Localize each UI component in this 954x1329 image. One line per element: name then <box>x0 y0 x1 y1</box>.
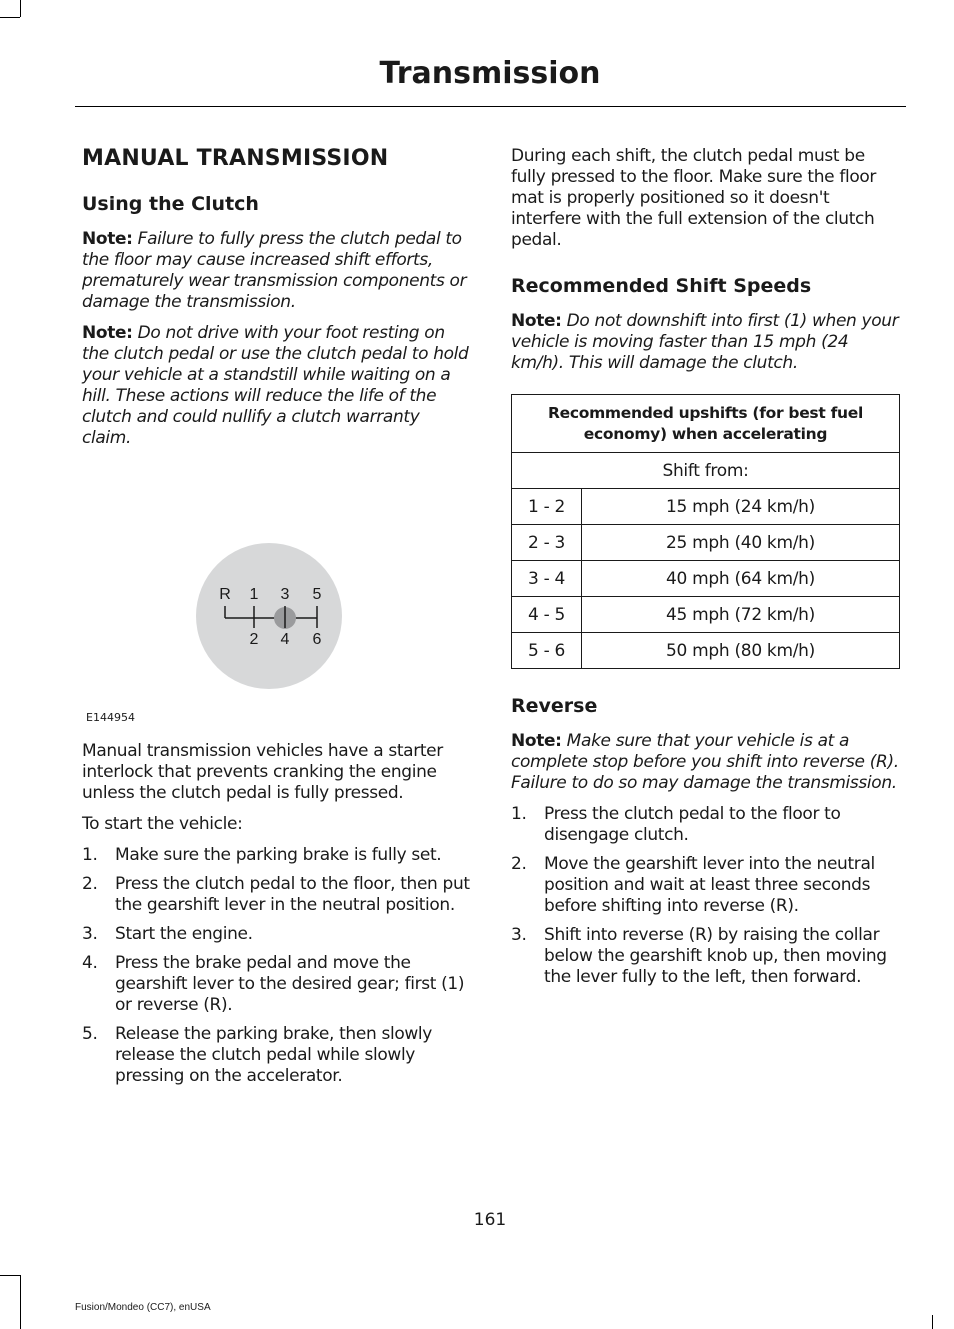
note-paragraph <box>511 311 903 374</box>
table-cell-range: 3 - 4 <box>512 561 582 597</box>
table-cell-range: 1 - 2 <box>512 489 582 525</box>
list-text: Move the gearshift lever into the neutral position and wait at least three seconds before shifting into reverse (R). <box>544 854 875 916</box>
section-title: MANUAL TRANSMISSION <box>82 146 389 171</box>
list-number: 1. <box>511 804 527 824</box>
note-paragraph <box>82 229 472 313</box>
table-row <box>512 489 900 525</box>
table-cell-speed: 15 mph (24 km/h) <box>582 489 900 525</box>
note-label: Note: <box>82 229 133 249</box>
note-label: Note: <box>511 311 562 331</box>
header-divider <box>75 106 906 107</box>
list-text: Start the engine. <box>115 924 253 944</box>
subsection-title: Reverse <box>511 695 598 717</box>
list-item <box>82 874 472 916</box>
note-paragraph <box>82 323 472 449</box>
table-cell-range: 2 - 3 <box>512 525 582 561</box>
start-label: To start the vehicle: <box>82 814 243 834</box>
subsection-title: Using the Clutch <box>82 193 259 215</box>
table-cell-speed: 25 mph (40 km/h) <box>582 525 900 561</box>
table-cell-range: 5 - 6 <box>512 633 582 669</box>
list-text: Press the clutch pedal to the floor, then put the gearshift lever in the neutral position. <box>115 874 470 915</box>
list-number: 4. <box>82 953 98 973</box>
intro-paragraph: Manual transmission vehicles have a starter interlock that prevents cranking the engine unless the clutch pedal is fully pressed. <box>82 741 443 803</box>
table-subheader: Shift from: <box>512 453 900 489</box>
table-cell-speed: 45 mph (72 km/h) <box>582 597 900 633</box>
table-cell-speed: 50 mph (80 km/h) <box>582 633 900 669</box>
list-text: Press the brake pedal and move the gearshift lever to the desired gear; first (1) or reverse (R). <box>115 953 465 1015</box>
gear-label-r: R <box>219 586 231 603</box>
list-item <box>82 953 472 1016</box>
gear-label-4: 4 <box>280 631 290 648</box>
list-text: Shift into reverse (R) by raising the collar below the gearshift knob up, then moving the lever fully to the left, then forward. <box>544 925 887 987</box>
list-number: 5. <box>82 1024 98 1044</box>
figure-code: E144954 <box>86 711 135 724</box>
crop-mark <box>20 0 21 17</box>
table-row <box>512 525 900 561</box>
crop-mark <box>0 1275 20 1276</box>
table-row <box>512 633 900 669</box>
crop-mark <box>20 1275 21 1329</box>
list-number: 3. <box>511 925 527 945</box>
subsection-title: Recommended Shift Speeds <box>511 275 812 297</box>
list-item <box>82 845 472 866</box>
list-number: 2. <box>511 854 527 874</box>
table-row <box>512 561 900 597</box>
crop-mark <box>932 1315 933 1329</box>
list-text: Press the clutch pedal to the floor to disengage clutch. <box>544 804 841 845</box>
document-id: Fusion/Mondeo (CC7), enUSA <box>75 1302 211 1313</box>
note-text: Make sure that your vehicle is at a complete stop before you shift into reverse (R). Failure to do so may damage the transmission. <box>511 731 899 793</box>
list-text: Make sure the parking brake is fully set. <box>115 845 442 865</box>
list-item <box>511 804 903 846</box>
gear-label-5: 5 <box>312 586 322 603</box>
note-text: Failure to fully press the clutch pedal to the floor may cause increased shift efforts, prematurely wear transmission components or damage the transmission. <box>82 229 467 312</box>
list-number: 3. <box>82 924 98 944</box>
list-text: Release the parking brake, then slowly release the clutch pedal while slowly pressing on the accelerator. <box>115 1024 433 1086</box>
note-label: Note: <box>82 323 133 343</box>
list-item <box>82 1024 472 1087</box>
table-cell-speed: 40 mph (64 km/h) <box>582 561 900 597</box>
table-row <box>512 597 900 633</box>
shift-speed-table <box>511 394 900 669</box>
note-text: Do not downshift into first (1) when your vehicle is moving faster than 15 mph (24 km/h). This will damage the clutch. <box>511 311 899 373</box>
table-cell-range: 4 - 5 <box>512 597 582 633</box>
gear-label-2: 2 <box>249 631 259 648</box>
left-column <box>82 140 472 1095</box>
gear-label-3: 3 <box>280 586 290 603</box>
list-item <box>82 924 472 945</box>
gearshift-pattern-icon <box>82 461 472 711</box>
note-text: Do not drive with your foot resting on the clutch pedal or use the clutch pedal to hold your vehicle at a standstill while waiting on a hill. These actions will reduce the life of the clutch and could nullify a clutch warranty claim. <box>82 323 469 448</box>
note-label: Note: <box>511 731 562 751</box>
table-subheader-row <box>512 453 900 489</box>
gearshift-pattern-figure <box>82 461 472 741</box>
intro-paragraph: During each shift, the clutch pedal must be fully pressed to the floor. Make sure the floor mat is properly positioned so it doesn't interfere with the full extension of the clutch pedal. <box>511 146 877 250</box>
page-number: 161 <box>473 1210 507 1230</box>
note-paragraph <box>511 731 903 794</box>
gear-label-1: 1 <box>249 586 259 603</box>
list-number: 2. <box>82 874 98 894</box>
page-title: Transmission <box>379 56 601 91</box>
crop-mark <box>0 17 20 18</box>
right-column <box>511 146 903 996</box>
list-number: 1. <box>82 845 98 865</box>
list-item <box>511 854 903 917</box>
figure-disc <box>196 543 342 689</box>
list-item <box>511 925 903 988</box>
gear-label-6: 6 <box>312 631 322 648</box>
table-header-row <box>512 395 900 453</box>
table-header: Recommended upshifts (for best fuel economy) when accelerating <box>512 395 900 453</box>
